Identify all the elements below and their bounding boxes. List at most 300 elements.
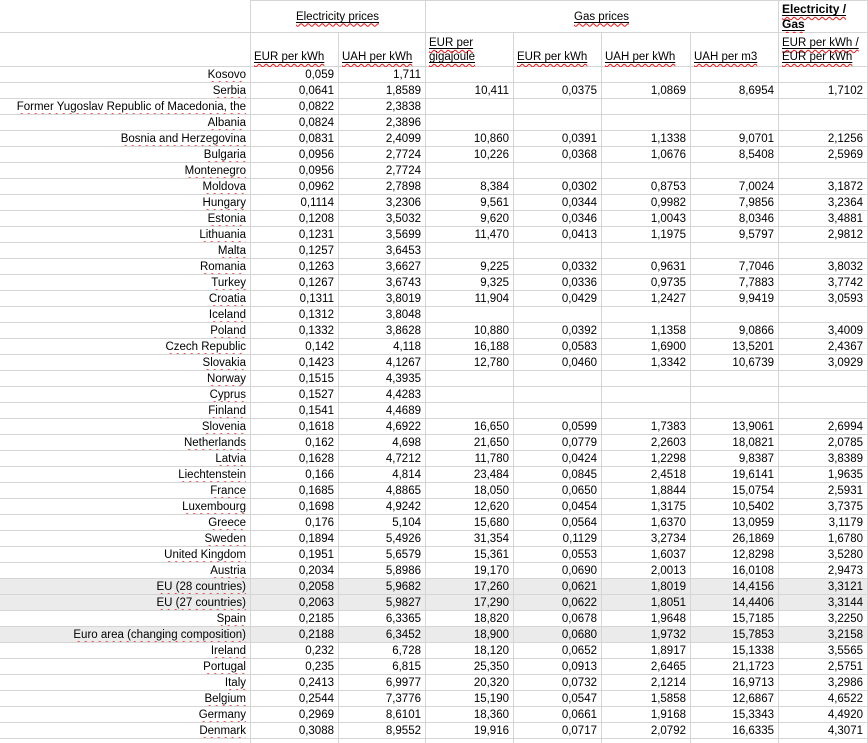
cell-value[interactable]: 7,0024 xyxy=(691,179,779,195)
cell-country[interactable] xyxy=(0,147,251,163)
cell-country[interactable] xyxy=(0,483,251,499)
cell-value[interactable]: 0,0583 xyxy=(514,339,602,355)
cell-value[interactable] xyxy=(779,403,868,419)
cell-value[interactable] xyxy=(514,67,602,83)
cell-value[interactable] xyxy=(602,739,691,743)
cell-value[interactable]: 0,0717 xyxy=(514,723,602,739)
cell-value[interactable]: 0,0344 xyxy=(514,195,602,211)
cell-value[interactable]: 0,2969 xyxy=(251,707,339,723)
cell-value[interactable]: 3,2306 xyxy=(339,195,426,211)
cell-value[interactable]: 0,0599 xyxy=(514,419,602,435)
cell-value[interactable]: 2,5969 xyxy=(779,147,868,163)
cell-value[interactable]: 1,1975 xyxy=(602,227,691,243)
cell-value[interactable] xyxy=(779,243,868,259)
cell-country[interactable] xyxy=(0,419,251,435)
cell-country[interactable] xyxy=(0,211,251,227)
cell-value[interactable]: 1,6037 xyxy=(602,547,691,563)
cell-value[interactable]: 19,916 xyxy=(426,723,514,739)
cell-country[interactable] xyxy=(0,179,251,195)
cell-value[interactable]: 18,120 xyxy=(426,643,514,659)
column-header-gas-eur-kwh[interactable] xyxy=(514,33,602,67)
cell-value[interactable]: 2,1214 xyxy=(602,675,691,691)
cell-value[interactable]: 1,8051 xyxy=(602,595,691,611)
cell-value[interactable]: 15,7185 xyxy=(691,611,779,627)
cell-value[interactable]: 2,7724 xyxy=(339,163,426,179)
cell-value[interactable]: 5,9827 xyxy=(339,595,426,611)
column-header-ratio[interactable] xyxy=(779,33,868,67)
cell-value[interactable]: 1,2298 xyxy=(602,451,691,467)
cell-value[interactable]: 0,0454 xyxy=(514,499,602,515)
cell-value[interactable]: 4,118 xyxy=(339,339,426,355)
cell-country[interactable] xyxy=(0,83,251,99)
cell-value[interactable]: 0,059 xyxy=(251,67,339,83)
cell-value[interactable]: 3,7742 xyxy=(779,275,868,291)
cell-value[interactable]: 1,7102 xyxy=(779,83,868,99)
cell-country[interactable] xyxy=(0,227,251,243)
cell-value[interactable]: 0,0391 xyxy=(514,131,602,147)
cell-value[interactable] xyxy=(779,371,868,387)
cell-value[interactable]: 0,1628 xyxy=(251,451,339,467)
cell-value[interactable]: 17,260 xyxy=(426,579,514,595)
cell-value[interactable] xyxy=(691,99,779,115)
cell-country[interactable] xyxy=(0,275,251,291)
cell-value[interactable]: 0,0424 xyxy=(514,451,602,467)
cell-value[interactable]: 18,820 xyxy=(426,611,514,627)
cell-country[interactable] xyxy=(0,355,251,371)
cell-value[interactable]: 8,9552 xyxy=(339,723,426,739)
cell-value[interactable]: 0,0690 xyxy=(514,563,602,579)
cell-value[interactable] xyxy=(426,67,514,83)
cell-country[interactable] xyxy=(0,371,251,387)
cell-value[interactable] xyxy=(779,387,868,403)
cell-value[interactable]: 0,1527 xyxy=(251,387,339,403)
group-header-gas[interactable] xyxy=(426,0,779,33)
cell-value[interactable]: 0,1332 xyxy=(251,323,339,339)
cell-value[interactable]: 0,232 xyxy=(251,643,339,659)
cell-value[interactable] xyxy=(691,243,779,259)
cell-value[interactable]: 21,650 xyxy=(426,435,514,451)
cell-value[interactable]: 0,0346 xyxy=(514,211,602,227)
cell-value[interactable]: 15,190 xyxy=(426,691,514,707)
cell-value[interactable]: 0,0413 xyxy=(514,227,602,243)
cell-value[interactable]: 4,4283 xyxy=(339,387,426,403)
cell-value[interactable]: 4,4689 xyxy=(339,403,426,419)
cell-value[interactable]: 0,0678 xyxy=(514,611,602,627)
cell-value[interactable]: 4,6522 xyxy=(779,691,868,707)
cell-value[interactable]: 0,0845 xyxy=(514,467,602,483)
cell-value[interactable]: 8,384 xyxy=(426,179,514,195)
cell-value[interactable]: 18,360 xyxy=(426,707,514,723)
cell-value[interactable]: 3,6743 xyxy=(339,275,426,291)
cell-value[interactable] xyxy=(514,371,602,387)
cell-value[interactable]: 3,2364 xyxy=(779,195,868,211)
cell-value[interactable] xyxy=(514,163,602,179)
cell-value[interactable] xyxy=(426,163,514,179)
cell-value[interactable]: 19,6141 xyxy=(691,467,779,483)
cell-value[interactable]: 15,361 xyxy=(426,547,514,563)
cell-value[interactable]: 0,162 xyxy=(251,435,339,451)
cell-value[interactable]: 0,1312 xyxy=(251,307,339,323)
column-header-gas-uah-kwh[interactable] xyxy=(602,33,691,67)
cell-value[interactable] xyxy=(602,67,691,83)
cell-value[interactable]: 3,5699 xyxy=(339,227,426,243)
cell-value[interactable]: 1,9732 xyxy=(602,627,691,643)
cell-value[interactable] xyxy=(514,307,602,323)
cell-value[interactable]: 26,1869 xyxy=(691,531,779,547)
cell-value[interactable] xyxy=(426,307,514,323)
cell-value[interactable]: 3,6627 xyxy=(339,259,426,275)
cell-value[interactable]: 16,188 xyxy=(426,339,514,355)
cell-value[interactable]: 5,6579 xyxy=(339,547,426,563)
cell-value[interactable] xyxy=(514,115,602,131)
cell-value[interactable]: 0,235 xyxy=(251,659,339,675)
cell-value[interactable]: 2,7898 xyxy=(339,179,426,195)
cell-value[interactable]: 0,9735 xyxy=(602,275,691,291)
cell-value[interactable]: 3,8389 xyxy=(779,451,868,467)
column-header-elec-uah-kwh[interactable] xyxy=(339,33,426,67)
cell-value[interactable]: 0,0732 xyxy=(514,675,602,691)
cell-value[interactable]: 0,2188 xyxy=(251,627,339,643)
cell-value[interactable] xyxy=(514,99,602,115)
cell-country[interactable] xyxy=(0,739,251,743)
cell-value[interactable]: 3,3121 xyxy=(779,579,868,595)
cell-country[interactable] xyxy=(0,675,251,691)
cell-country[interactable] xyxy=(0,659,251,675)
cell-value[interactable]: 23,484 xyxy=(426,467,514,483)
cell-value[interactable]: 2,5931 xyxy=(779,483,868,499)
cell-value[interactable]: 4,8865 xyxy=(339,483,426,499)
cell-value[interactable] xyxy=(426,243,514,259)
cell-value[interactable]: 0,1311 xyxy=(251,291,339,307)
cell-value[interactable]: 5,9682 xyxy=(339,579,426,595)
cell-value[interactable]: 0,1263 xyxy=(251,259,339,275)
cell-value[interactable]: 0,2185 xyxy=(251,611,339,627)
cell-value[interactable]: 0,0375 xyxy=(514,83,602,99)
cell-country[interactable] xyxy=(0,115,251,131)
cell-value[interactable]: 3,4881 xyxy=(779,211,868,227)
cell-value[interactable]: 0,0824 xyxy=(251,115,339,131)
cell-value[interactable] xyxy=(426,739,514,743)
cell-value[interactable]: 2,5751 xyxy=(779,659,868,675)
group-header-electricity[interactable] xyxy=(251,0,426,33)
cell-value[interactable] xyxy=(514,739,602,743)
cell-value[interactable]: 3,8032 xyxy=(779,259,868,275)
cell-value[interactable]: 2,9473 xyxy=(779,563,868,579)
cell-value[interactable]: 0,1114 xyxy=(251,195,339,211)
cell-value[interactable]: 1,711 xyxy=(339,67,426,83)
cell-country[interactable] xyxy=(0,307,251,323)
cell-value[interactable]: 2,0792 xyxy=(602,723,691,739)
cell-value[interactable] xyxy=(514,403,602,419)
cell-value[interactable] xyxy=(602,371,691,387)
cell-value[interactable]: 11,904 xyxy=(426,291,514,307)
cell-value[interactable]: 0,142 xyxy=(251,339,339,355)
cell-value[interactable]: 0,1894 xyxy=(251,531,339,547)
cell-country[interactable] xyxy=(0,243,251,259)
cell-value[interactable]: 3,6453 xyxy=(339,243,426,259)
cell-value[interactable]: 11,780 xyxy=(426,451,514,467)
cell-value[interactable]: 8,0346 xyxy=(691,211,779,227)
cell-value[interactable]: 5,4926 xyxy=(339,531,426,547)
cell-value[interactable]: 9,561 xyxy=(426,195,514,211)
cell-value[interactable]: 4,7212 xyxy=(339,451,426,467)
cell-value[interactable]: 12,780 xyxy=(426,355,514,371)
cell-value[interactable]: 3,2158 xyxy=(779,627,868,643)
cell-value[interactable]: 0,0564 xyxy=(514,515,602,531)
cell-value[interactable]: 15,7853 xyxy=(691,627,779,643)
cell-value[interactable]: 13,9061 xyxy=(691,419,779,435)
cell-value[interactable]: 16,650 xyxy=(426,419,514,435)
cell-value[interactable]: 1,6370 xyxy=(602,515,691,531)
cell-value[interactable] xyxy=(779,67,868,83)
cell-country[interactable] xyxy=(0,323,251,339)
cell-country[interactable] xyxy=(0,627,251,643)
cell-value[interactable]: 0,0553 xyxy=(514,547,602,563)
cell-value[interactable] xyxy=(602,403,691,419)
cell-value[interactable]: 7,3776 xyxy=(339,691,426,707)
cell-value[interactable]: 0,0822 xyxy=(251,99,339,115)
cell-value[interactable]: 5,8986 xyxy=(339,563,426,579)
cell-value[interactable]: 2,4367 xyxy=(779,339,868,355)
cell-value[interactable]: 1,8844 xyxy=(602,483,691,499)
column-header-country[interactable] xyxy=(0,33,251,67)
cell-value[interactable] xyxy=(514,387,602,403)
cell-value[interactable]: 0,2413 xyxy=(251,675,339,691)
cell-value[interactable]: 18,900 xyxy=(426,627,514,643)
cell-value[interactable]: 2,9812 xyxy=(779,227,868,243)
cell-country[interactable] xyxy=(0,339,251,355)
cell-value[interactable]: 0,0956 xyxy=(251,163,339,179)
cell-value[interactable]: 9,0701 xyxy=(691,131,779,147)
cell-value[interactable]: 16,6335 xyxy=(691,723,779,739)
cell-value[interactable] xyxy=(779,307,868,323)
cell-value[interactable]: 2,6465 xyxy=(602,659,691,675)
cell-value[interactable]: 10,880 xyxy=(426,323,514,339)
cell-value[interactable]: 3,4009 xyxy=(779,323,868,339)
cell-country[interactable] xyxy=(0,611,251,627)
cell-value[interactable]: 2,0013 xyxy=(602,563,691,579)
cell-value[interactable]: 0,0622 xyxy=(514,595,602,611)
cell-value[interactable]: 0,0962 xyxy=(251,179,339,195)
cell-value[interactable]: 14,4406 xyxy=(691,595,779,611)
cell-value[interactable]: 3,8019 xyxy=(339,291,426,307)
corner-cell[interactable] xyxy=(0,0,251,33)
cell-value[interactable] xyxy=(426,387,514,403)
cell-value[interactable]: 15,680 xyxy=(426,515,514,531)
cell-value[interactable]: 0,0913 xyxy=(514,659,602,675)
cell-value[interactable]: 0,2034 xyxy=(251,563,339,579)
cell-value[interactable]: 0,1208 xyxy=(251,211,339,227)
cell-value[interactable]: 0,0661 xyxy=(514,707,602,723)
cell-value[interactable]: 10,6739 xyxy=(691,355,779,371)
cell-value[interactable]: 0,1541 xyxy=(251,403,339,419)
cell-country[interactable] xyxy=(0,563,251,579)
cell-value[interactable]: 0,1951 xyxy=(251,547,339,563)
cell-value[interactable]: 0,0650 xyxy=(514,483,602,499)
cell-value[interactable]: 0,1618 xyxy=(251,419,339,435)
cell-value[interactable]: 0,2544 xyxy=(251,691,339,707)
cell-value[interactable] xyxy=(602,243,691,259)
cell-value[interactable]: 21,1723 xyxy=(691,659,779,675)
cell-country[interactable] xyxy=(0,595,251,611)
cell-value[interactable]: 9,620 xyxy=(426,211,514,227)
cell-value[interactable]: 0,0547 xyxy=(514,691,602,707)
cell-value[interactable]: 3,1872 xyxy=(779,179,868,195)
cell-value[interactable]: 0,2063 xyxy=(251,595,339,611)
cell-country[interactable] xyxy=(0,531,251,547)
cell-value[interactable]: 0,1129 xyxy=(514,531,602,547)
cell-country[interactable] xyxy=(0,547,251,563)
cell-value[interactable]: 0,0680 xyxy=(514,627,602,643)
cell-value[interactable]: 0,176 xyxy=(251,515,339,531)
cell-value[interactable]: 6,3452 xyxy=(339,627,426,643)
cell-value[interactable]: 12,6867 xyxy=(691,691,779,707)
cell-value[interactable]: 1,3175 xyxy=(602,499,691,515)
cell-value[interactable]: 3,0929 xyxy=(779,355,868,371)
cell-value[interactable]: 4,6922 xyxy=(339,419,426,435)
cell-value[interactable]: 0,3088 xyxy=(251,723,339,739)
cell-country[interactable] xyxy=(0,131,251,147)
cell-value[interactable]: 3,3144 xyxy=(779,595,868,611)
cell-value[interactable] xyxy=(602,99,691,115)
cell-value[interactable]: 0,0831 xyxy=(251,131,339,147)
cell-value[interactable]: 12,8298 xyxy=(691,547,779,563)
cell-country[interactable] xyxy=(0,579,251,595)
cell-value[interactable]: 13,5201 xyxy=(691,339,779,355)
cell-country[interactable] xyxy=(0,643,251,659)
cell-value[interactable]: 3,5280 xyxy=(779,547,868,563)
cell-value[interactable]: 12,620 xyxy=(426,499,514,515)
cell-value[interactable]: 11,470 xyxy=(426,227,514,243)
cell-value[interactable]: 4,4920 xyxy=(779,707,868,723)
cell-value[interactable]: 1,9168 xyxy=(602,707,691,723)
cell-value[interactable]: 1,2427 xyxy=(602,291,691,307)
cell-country[interactable] xyxy=(0,515,251,531)
cell-value[interactable]: 8,5408 xyxy=(691,147,779,163)
cell-value[interactable]: 18,0821 xyxy=(691,435,779,451)
cell-value[interactable]: 3,7375 xyxy=(779,499,868,515)
cell-value[interactable]: 9,5797 xyxy=(691,227,779,243)
cell-value[interactable]: 3,0593 xyxy=(779,291,868,307)
group-header-ratio[interactable] xyxy=(779,0,868,33)
cell-value[interactable]: 10,5402 xyxy=(691,499,779,515)
cell-value[interactable]: 3,2734 xyxy=(602,531,691,547)
cell-value[interactable]: 2,1256 xyxy=(779,131,868,147)
cell-value[interactable]: 4,3935 xyxy=(339,371,426,387)
cell-value[interactable] xyxy=(339,739,426,743)
cell-value[interactable]: 2,7724 xyxy=(339,147,426,163)
cell-value[interactable]: 9,9419 xyxy=(691,291,779,307)
cell-value[interactable]: 0,0429 xyxy=(514,291,602,307)
cell-value[interactable]: 0,0302 xyxy=(514,179,602,195)
cell-value[interactable]: 3,2250 xyxy=(779,611,868,627)
cell-value[interactable]: 10,411 xyxy=(426,83,514,99)
cell-country[interactable] xyxy=(0,259,251,275)
cell-value[interactable]: 3,5565 xyxy=(779,643,868,659)
cell-value[interactable]: 10,226 xyxy=(426,147,514,163)
cell-value[interactable]: 6,728 xyxy=(339,643,426,659)
cell-value[interactable] xyxy=(779,99,868,115)
cell-value[interactable]: 13,0959 xyxy=(691,515,779,531)
column-header-gas-uah-m3[interactable] xyxy=(691,33,779,67)
cell-value[interactable] xyxy=(691,387,779,403)
cell-value[interactable]: 4,9242 xyxy=(339,499,426,515)
cell-value[interactable]: 3,5032 xyxy=(339,211,426,227)
cell-value[interactable]: 9,8387 xyxy=(691,451,779,467)
cell-value[interactable]: 0,0336 xyxy=(514,275,602,291)
cell-value[interactable]: 31,354 xyxy=(426,531,514,547)
cell-country[interactable] xyxy=(0,435,251,451)
cell-country[interactable] xyxy=(0,467,251,483)
cell-value[interactable]: 6,3365 xyxy=(339,611,426,627)
cell-value[interactable]: 15,1338 xyxy=(691,643,779,659)
cell-country[interactable] xyxy=(0,195,251,211)
cell-value[interactable]: 7,7883 xyxy=(691,275,779,291)
cell-value[interactable]: 2,4518 xyxy=(602,467,691,483)
cell-value[interactable]: 2,3838 xyxy=(339,99,426,115)
cell-value[interactable] xyxy=(426,99,514,115)
cell-value[interactable]: 20,320 xyxy=(426,675,514,691)
cell-value[interactable] xyxy=(514,243,602,259)
cell-value[interactable]: 2,2603 xyxy=(602,435,691,451)
cell-value[interactable]: 0,1267 xyxy=(251,275,339,291)
cell-value[interactable]: 0,0652 xyxy=(514,643,602,659)
cell-value[interactable]: 0,1698 xyxy=(251,499,339,515)
cell-value[interactable] xyxy=(691,163,779,179)
cell-value[interactable]: 2,3896 xyxy=(339,115,426,131)
cell-value[interactable]: 4,698 xyxy=(339,435,426,451)
cell-value[interactable]: 2,6994 xyxy=(779,419,868,435)
cell-value[interactable]: 0,166 xyxy=(251,467,339,483)
cell-value[interactable]: 1,1358 xyxy=(602,323,691,339)
cell-value[interactable]: 0,9631 xyxy=(602,259,691,275)
cell-value[interactable]: 3,2986 xyxy=(779,675,868,691)
cell-value[interactable]: 6,815 xyxy=(339,659,426,675)
cell-value[interactable] xyxy=(426,403,514,419)
cell-value[interactable]: 7,9856 xyxy=(691,195,779,211)
cell-country[interactable] xyxy=(0,163,251,179)
cell-value[interactable] xyxy=(691,371,779,387)
cell-value[interactable] xyxy=(602,163,691,179)
cell-value[interactable]: 0,0368 xyxy=(514,147,602,163)
cell-value[interactable]: 25,350 xyxy=(426,659,514,675)
cell-value[interactable]: 0,0956 xyxy=(251,147,339,163)
cell-value[interactable] xyxy=(691,307,779,323)
cell-value[interactable] xyxy=(779,115,868,131)
cell-value[interactable]: 2,0785 xyxy=(779,435,868,451)
cell-value[interactable]: 1,0043 xyxy=(602,211,691,227)
cell-value[interactable]: 0,0332 xyxy=(514,259,602,275)
cell-value[interactable]: 1,5858 xyxy=(602,691,691,707)
column-header-gas-eur-gigajoule[interactable] xyxy=(426,33,514,67)
cell-value[interactable]: 2,4099 xyxy=(339,131,426,147)
column-header-elec-eur-kwh[interactable] xyxy=(251,33,339,67)
cell-value[interactable] xyxy=(426,371,514,387)
cell-value[interactable]: 1,7383 xyxy=(602,419,691,435)
cell-value[interactable]: 7,7046 xyxy=(691,259,779,275)
cell-country[interactable] xyxy=(0,723,251,739)
cell-value[interactable]: 9,0866 xyxy=(691,323,779,339)
cell-value[interactable] xyxy=(602,387,691,403)
cell-value[interactable] xyxy=(691,403,779,419)
cell-country[interactable] xyxy=(0,67,251,83)
cell-country[interactable] xyxy=(0,451,251,467)
cell-value[interactable]: 0,0621 xyxy=(514,579,602,595)
cell-value[interactable]: 1,8019 xyxy=(602,579,691,595)
cell-value[interactable]: 4,1267 xyxy=(339,355,426,371)
cell-value[interactable]: 1,0676 xyxy=(602,147,691,163)
cell-value[interactable]: 3,8628 xyxy=(339,323,426,339)
